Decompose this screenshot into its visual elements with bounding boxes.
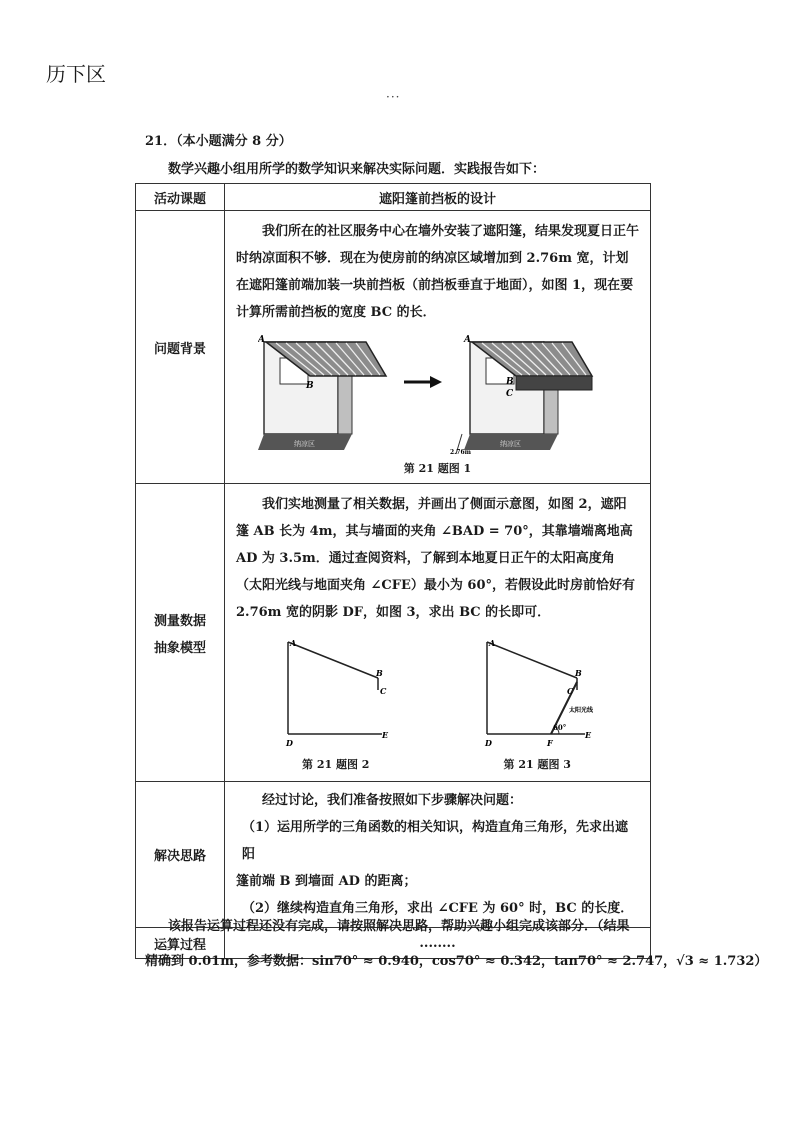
fig3-label-f: F bbox=[547, 738, 553, 748]
fig1-left-label-b: B bbox=[305, 381, 314, 391]
background-row bbox=[136, 211, 651, 484]
background-label: 问题背景 bbox=[136, 211, 225, 484]
fig3-label-b: B bbox=[575, 668, 583, 678]
fig2-label-b: B bbox=[375, 668, 383, 678]
solution-step1-line2: 篷前端 B 到墙面 AD 的距离； bbox=[236, 874, 417, 889]
background-cell bbox=[225, 211, 651, 484]
fig1-right-label-a: A bbox=[463, 335, 471, 345]
fig1-right-front-board bbox=[516, 376, 592, 390]
figure2-diagram bbox=[276, 632, 396, 750]
solution-step2: （2）继续构造直角三角形，求出 ∠CFE 为 60° 时，BC 的长度． bbox=[242, 901, 634, 916]
fig1-right-width-label: 2.76m bbox=[449, 449, 471, 456]
figure2 bbox=[276, 632, 396, 772]
fig3-label-c: C bbox=[567, 686, 574, 696]
fig1-left-label-a: A bbox=[257, 335, 265, 345]
topic-row bbox=[136, 184, 651, 211]
figure1-caption: 第 21 题图 1 bbox=[403, 462, 472, 475]
fig1-arrow-head bbox=[430, 376, 442, 388]
measure-cell bbox=[225, 484, 651, 782]
solution-row bbox=[136, 782, 651, 928]
fig3-label-e: E bbox=[585, 730, 592, 740]
figure1-illustration bbox=[258, 330, 618, 458]
solution-intro: 经过讨论，我们准备按照如下步骤解决问题： bbox=[262, 793, 523, 808]
topic-value: 遮阳篷前挡板的设计 bbox=[225, 184, 651, 211]
measure-label-line1: 测量数据 bbox=[153, 613, 206, 629]
figure2-caption: 第 21 题图 2 bbox=[302, 758, 370, 771]
figures-2-3 bbox=[226, 626, 649, 772]
fig2-label-e: E bbox=[381, 730, 388, 740]
page-ellipsis: ··· bbox=[386, 90, 401, 104]
solution-step1-line1: （1）运用所学的三角函数的相关知识，构造直角三角形，先求出遮阳 bbox=[242, 820, 629, 862]
figure3 bbox=[475, 632, 599, 772]
figure3-caption: 第 21 题图 3 bbox=[503, 758, 571, 771]
fig3-angle-label: 60° bbox=[553, 723, 567, 732]
fig1-right-label-c: C bbox=[505, 389, 513, 399]
fig3-ray-label: 太阳光线 bbox=[569, 707, 594, 714]
fig3-label-a: A bbox=[489, 638, 496, 648]
figure3-diagram bbox=[475, 632, 599, 750]
process-label: 运算过程 bbox=[136, 928, 225, 959]
measure-text: 我们实地测量了相关数据，并画出了侧面示意图，如图 2，遮阳篷 AB 长为 4m，其与墙面的夹角 ∠BAD = 70°，其靠墙端离地高 AD 为 3.5m．通过查阅资料，了解到本地夏日正午的太阳高度角（太阳光线与地面夹角 ∠CFE）最小为 60°，若假设此时房前恰好有 2.76m 宽的阴影 DF，如图 3，求出 BC 的长即可． bbox=[236, 497, 636, 620]
solution-label: 解决思路 bbox=[136, 782, 225, 928]
fig1-left-ground-label: 纳凉区 bbox=[293, 440, 315, 448]
solution-cell bbox=[225, 782, 651, 928]
question-number: 21．（本小题满分 8 分） bbox=[145, 134, 292, 149]
question-intro: 数学兴趣小组用所学的数学知识来解决实际问题．实践报告如下： bbox=[168, 162, 546, 177]
background-text: 我们所在的社区服务中心在墙外安装了遮阳篷，结果发现夏日正午时纳凉面积不够．现在为使房前的纳凉区域增加到 2.76m 宽，计划在遮阳篷前端加装一块前挡板（前挡板垂直于地面），如图 1，现在要计算所需前挡板的宽度 BC 的长． bbox=[236, 224, 640, 320]
process-value: ........ bbox=[225, 928, 651, 959]
measure-label-line2: 抽象模型 bbox=[153, 640, 206, 656]
fig2-label-c: C bbox=[379, 686, 387, 696]
footer-line1: 该报告运算过程还没有完成，请按照解决思路，帮助兴趣小组完成该部分．（结果 bbox=[168, 919, 630, 934]
fig1-right-ground-label: 纳凉区 bbox=[499, 440, 521, 448]
fig1-right-label-b: B bbox=[505, 377, 514, 387]
measure-row bbox=[136, 484, 651, 782]
report-table bbox=[135, 183, 651, 959]
topic-label: 活动课题 bbox=[136, 184, 225, 211]
fig2-label-d: D bbox=[285, 738, 293, 748]
fig2-label-a: A bbox=[289, 638, 296, 648]
district-title: 历下区 bbox=[46, 62, 106, 86]
measure-label bbox=[136, 484, 225, 782]
fig3-label-d: D bbox=[485, 738, 493, 748]
footer-line2: 精确到 0.01m，参考数据：sin70° ≈ 0.940，cos70° ≈ 0.342，tan70° ≈ 2.747，√3 ≈ 1.732） bbox=[145, 954, 768, 969]
